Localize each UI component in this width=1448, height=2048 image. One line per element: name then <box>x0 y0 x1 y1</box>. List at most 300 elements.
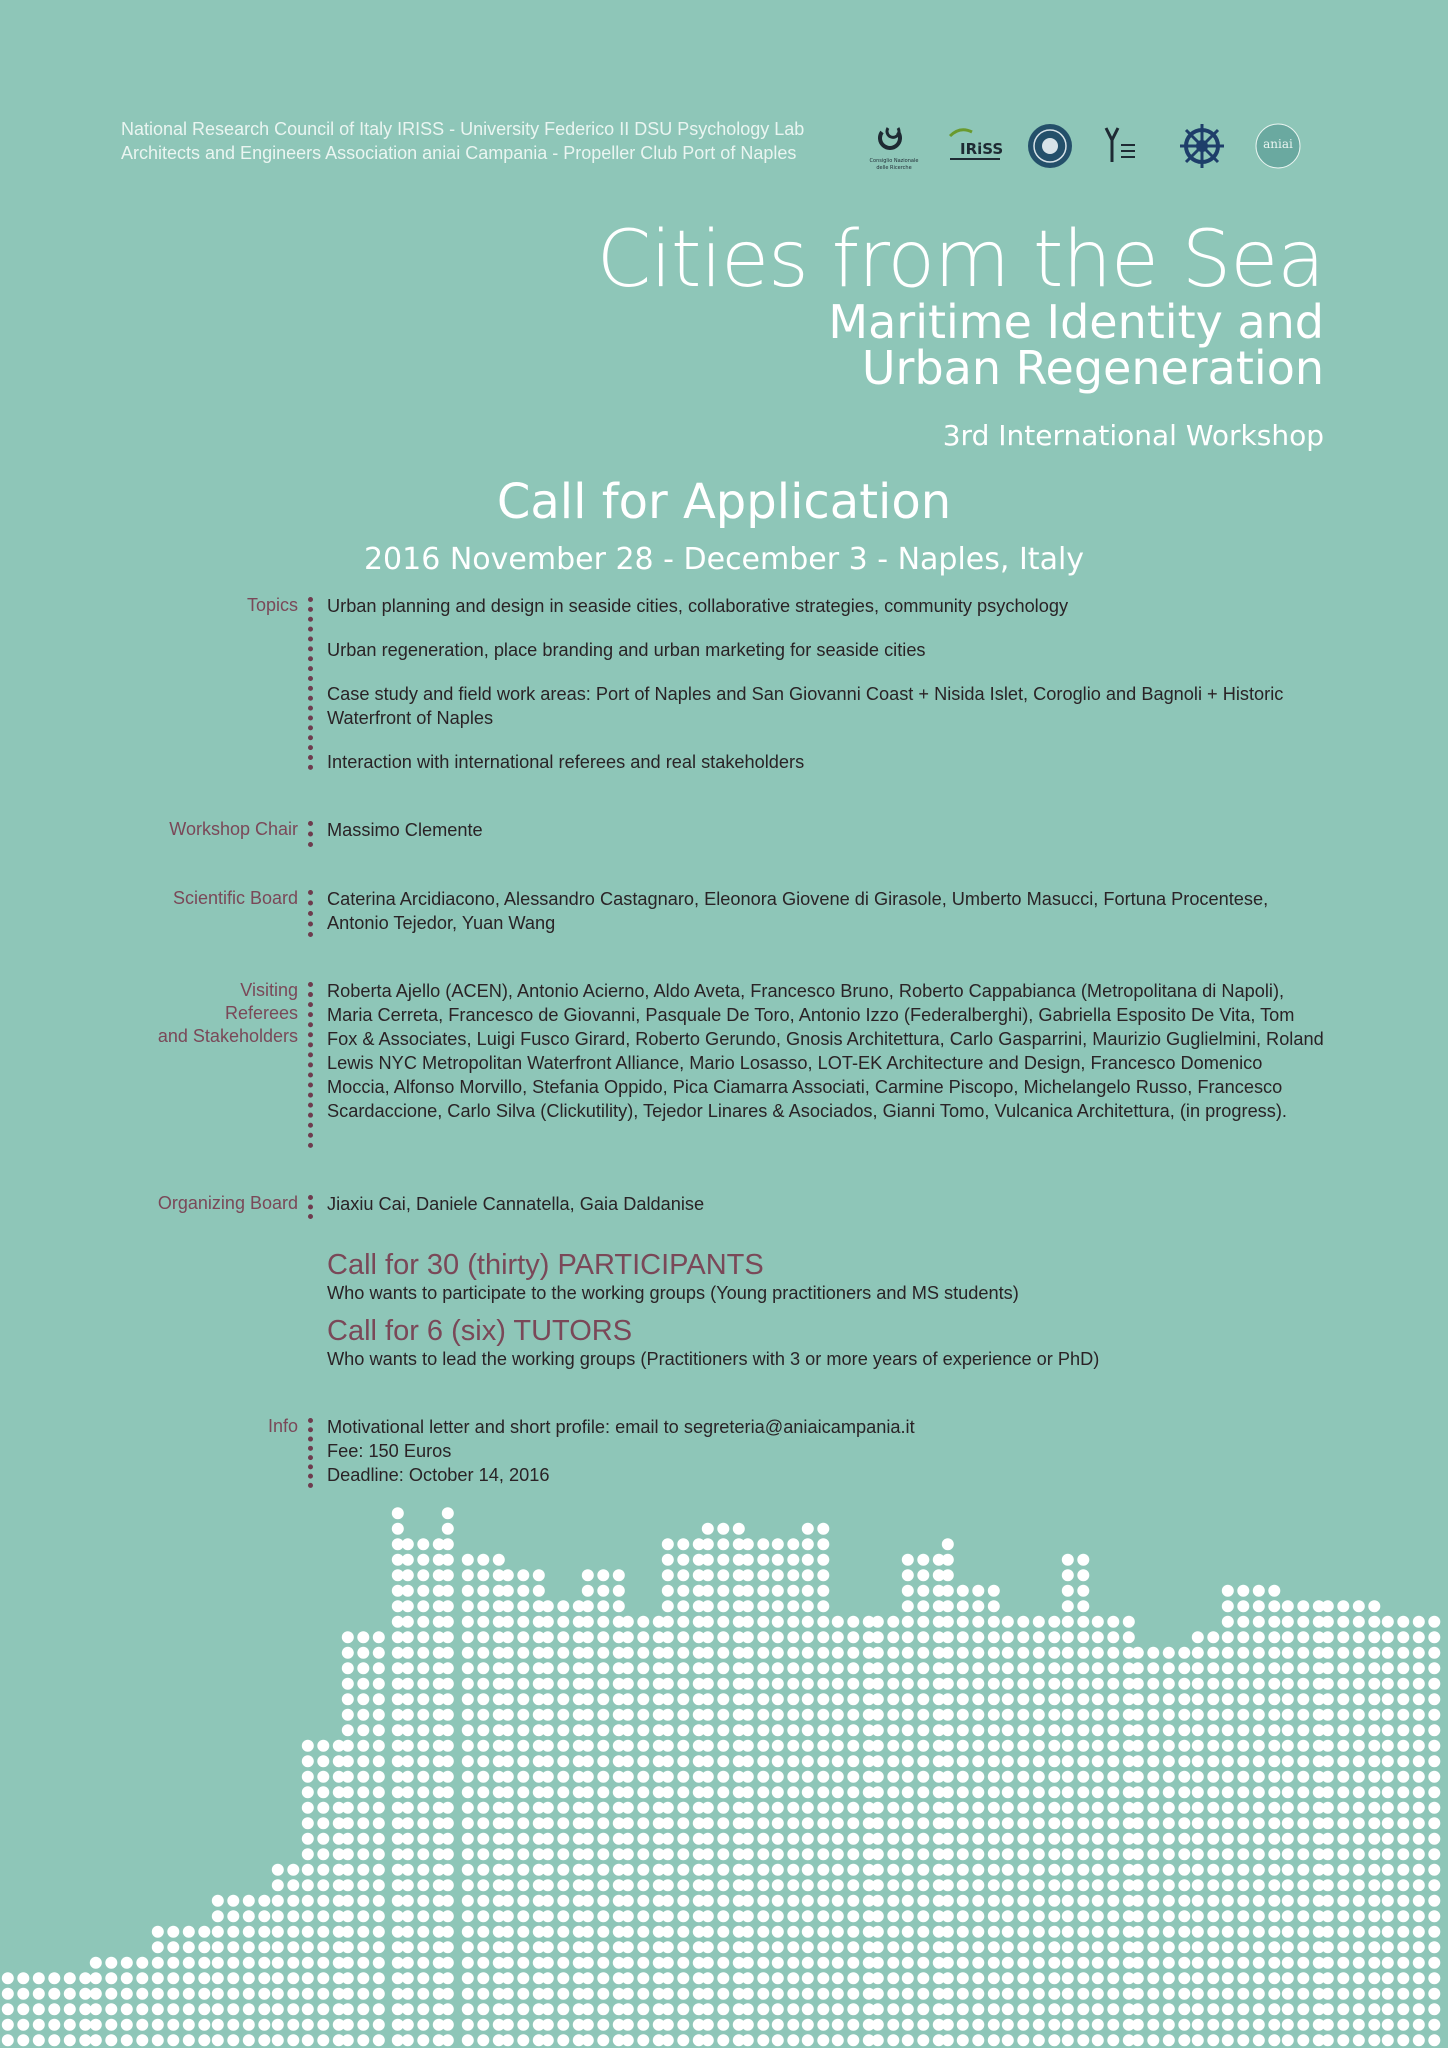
skyline-dot <box>287 1926 299 1938</box>
skyline-dot <box>417 1616 429 1628</box>
skyline-dot <box>1368 1926 1380 1938</box>
skyline-dot <box>597 2034 609 2046</box>
skyline-dot <box>302 2003 314 2015</box>
skyline-dot <box>677 1693 689 1705</box>
skyline-dot <box>1002 1910 1014 1922</box>
skyline-dot <box>317 1755 329 1767</box>
skyline-dot <box>772 1957 784 1969</box>
skyline-dot <box>183 1957 195 1969</box>
skyline-dot <box>442 1662 454 1674</box>
skyline-dot <box>787 1740 799 1752</box>
skyline-dot <box>477 1910 489 1922</box>
skyline-dot <box>1322 1693 1334 1705</box>
skyline-dot <box>1002 1879 1014 1891</box>
skyline-dot <box>302 1786 314 1798</box>
skyline-dot <box>772 1848 784 1860</box>
skyline-dot <box>1282 1693 1294 1705</box>
skyline-dot <box>1397 1631 1409 1643</box>
skyline-dot <box>817 1631 829 1643</box>
skyline-dot <box>988 2003 1000 2015</box>
skyline-dot <box>90 1957 102 1969</box>
skyline-dot <box>477 1724 489 1736</box>
skyline-dot <box>597 2019 609 2031</box>
skyline-dot <box>902 2019 914 2031</box>
skyline-dot <box>1222 1833 1234 1845</box>
skyline-dot <box>802 1879 814 1891</box>
skyline-dot <box>717 1662 729 1674</box>
skyline-dot <box>787 1848 799 1860</box>
skyline-dot <box>442 1879 454 1891</box>
skyline-dot <box>212 1895 224 1907</box>
skyline-dot <box>1397 1740 1409 1752</box>
skyline-dot <box>462 1709 474 1721</box>
skyline-dot <box>757 1833 769 1845</box>
skyline-dot <box>1353 1786 1365 1798</box>
skyline-dot <box>317 2019 329 2031</box>
skyline-dot <box>757 2034 769 2046</box>
skyline-dot <box>1368 1972 1380 1984</box>
skyline-dot <box>917 1972 929 1984</box>
skyline-dot <box>677 1569 689 1581</box>
skyline-dot <box>757 1910 769 1922</box>
skyline-dot <box>152 2034 164 2046</box>
skyline-dot <box>477 1879 489 1891</box>
skyline-dot <box>317 2003 329 2015</box>
skyline-dot <box>1132 1802 1144 1814</box>
skyline-dot <box>167 2019 179 2031</box>
skyline-dot <box>1192 1678 1204 1690</box>
skyline-dot <box>742 1724 754 1736</box>
skyline-dot <box>272 2003 284 2015</box>
skyline-dot <box>772 1941 784 1953</box>
skyline-dot <box>872 1817 884 1829</box>
skyline-dot <box>1048 1926 1060 1938</box>
skyline-dot <box>1237 1616 1249 1628</box>
skyline-dot <box>502 1879 514 1891</box>
skyline-dot <box>462 1631 474 1643</box>
skyline-dot <box>717 1755 729 1767</box>
skyline-dot <box>542 1786 554 1798</box>
skyline-dot <box>887 1910 899 1922</box>
skyline-dot <box>1337 1647 1349 1659</box>
skyline-dot <box>417 1569 429 1581</box>
skyline-dot <box>757 1662 769 1674</box>
skyline-dot <box>1368 1895 1380 1907</box>
skyline-dot <box>1368 1833 1380 1845</box>
skyline-dot <box>1178 1926 1190 1938</box>
skyline-dot <box>1322 1678 1334 1690</box>
skyline-dot <box>477 1833 489 1845</box>
skyline-dot <box>1178 1786 1190 1798</box>
skyline-dot <box>742 1678 754 1690</box>
skyline-dot <box>742 1988 754 2000</box>
skyline-dot <box>542 1833 554 1845</box>
skyline-dot <box>357 1755 369 1767</box>
skyline-dot <box>105 1957 117 1969</box>
skyline-dot <box>1192 1972 1204 1984</box>
skyline-dot <box>1337 1879 1349 1891</box>
skyline-dot <box>1222 1585 1234 1597</box>
skyline-dot <box>477 1600 489 1612</box>
skyline-dot <box>402 1957 414 1969</box>
skyline-dot <box>243 1972 255 1984</box>
skyline-dot <box>917 1740 929 1752</box>
skyline-dot <box>972 1709 984 1721</box>
skyline-dot <box>1237 1755 1249 1767</box>
skyline-dot <box>872 1848 884 1860</box>
skyline-dot <box>1048 1910 1060 1922</box>
skyline-dot <box>1397 1833 1409 1845</box>
skyline-dot <box>1237 1879 1249 1891</box>
skyline-dot <box>517 1895 529 1907</box>
skyline-dot <box>1048 1724 1060 1736</box>
skyline-dot <box>1413 1848 1425 1860</box>
skyline-dot <box>917 1879 929 1891</box>
skyline-dot <box>1077 1848 1089 1860</box>
skyline-dot <box>802 1647 814 1659</box>
skyline-dot <box>902 1647 914 1659</box>
skyline-dot <box>702 1802 714 1814</box>
skyline-dot <box>742 1771 754 1783</box>
skyline-dot <box>817 1693 829 1705</box>
skyline-dot <box>1147 1755 1159 1767</box>
skyline-dot <box>542 1600 554 1612</box>
skyline-dot <box>1282 1972 1294 1984</box>
scientific-board-members: Caterina Arcidiacono, Alessandro Castagnaro, Eleonora Giovene di Girasole, Umberto Masucci, Fortuna Procentese, Antonio Tejedor, Yuan Wang <box>327 889 1269 933</box>
skyline-dot <box>1353 1988 1365 2000</box>
skyline-dot <box>1048 1709 1060 1721</box>
skyline-dot <box>1297 1957 1309 1969</box>
skyline-dot <box>1297 1678 1309 1690</box>
skyline-dot <box>342 1755 354 1767</box>
skyline-dot <box>1192 1724 1204 1736</box>
skyline-dot <box>1268 2034 1280 2046</box>
skyline-dot <box>802 1709 814 1721</box>
skyline-dot <box>502 1941 514 1953</box>
skyline-dot <box>79 2003 91 2015</box>
skyline-dot <box>1337 1740 1349 1752</box>
skyline-dot <box>1222 1988 1234 2000</box>
skyline-dot <box>677 2034 689 2046</box>
skyline-dot <box>1222 1724 1234 1736</box>
call-participants-heading: Call for 30 (thirty) PARTICIPANTS <box>327 1249 764 1281</box>
skyline-dot <box>942 1771 954 1783</box>
skyline-dot <box>417 1879 429 1891</box>
skyline-dot <box>957 1755 969 1767</box>
skyline-dot <box>1297 1786 1309 1798</box>
skyline-dot <box>757 1554 769 1566</box>
skyline-dot <box>662 1864 674 1876</box>
skyline-dot <box>662 1740 674 1752</box>
skyline-dot <box>1282 1864 1294 1876</box>
skyline-dot <box>1178 1972 1190 1984</box>
skyline-dot <box>733 1523 745 1535</box>
skyline-dot <box>742 2003 754 2015</box>
skyline-dot <box>1322 1771 1334 1783</box>
skyline-dot <box>1268 1895 1280 1907</box>
skyline-dot <box>1253 1786 1265 1798</box>
skyline-dot <box>1322 1802 1334 1814</box>
skyline-dot <box>517 2034 529 2046</box>
skyline-dot <box>637 1817 649 1829</box>
skyline-dot <box>622 1957 634 1969</box>
skyline-dot <box>1192 1957 1204 1969</box>
skyline-dot <box>637 1895 649 1907</box>
skyline-dot <box>802 1771 814 1783</box>
skyline-dot <box>1322 1740 1334 1752</box>
skyline-dot <box>902 1972 914 1984</box>
skyline-dot <box>1297 1647 1309 1659</box>
skyline-dot <box>342 2034 354 2046</box>
skyline-dot <box>1132 1848 1144 1860</box>
skyline-dot <box>1092 1647 1104 1659</box>
skyline-dot <box>1048 1740 1060 1752</box>
skyline-dot <box>742 1941 754 1953</box>
skyline-dot <box>1382 1616 1394 1628</box>
skyline-dot <box>1253 2003 1265 2015</box>
skyline-dot <box>533 1585 545 1597</box>
skyline-dot <box>1207 1833 1219 1845</box>
skyline-dot <box>417 1724 429 1736</box>
skyline-dot <box>622 1910 634 1922</box>
skyline-dot <box>717 1631 729 1643</box>
skyline-dot <box>972 1662 984 1674</box>
skyline-dot <box>502 1957 514 1969</box>
skyline-dot <box>1017 1786 1029 1798</box>
skyline-dot <box>1207 1755 1219 1767</box>
skyline-dot <box>1033 1848 1045 1860</box>
skyline-dot <box>48 1988 60 2000</box>
skyline-dot <box>357 1926 369 1938</box>
skyline-dot <box>902 1631 914 1643</box>
skyline-dot <box>342 1972 354 1984</box>
skyline-dot <box>817 1941 829 1953</box>
skyline-dot <box>342 2003 354 2015</box>
skyline-dot <box>1337 1895 1349 1907</box>
skyline-dot <box>1017 1817 1029 1829</box>
skyline-dot <box>1382 1972 1394 1984</box>
skyline-dot <box>772 1771 784 1783</box>
skyline-dot <box>887 1864 899 1876</box>
skyline-dot <box>1048 1786 1060 1798</box>
skyline-dot <box>1322 1864 1334 1876</box>
skyline-dot <box>1222 1864 1234 1876</box>
skyline-dot <box>988 1972 1000 1984</box>
skyline-dot <box>462 1926 474 1938</box>
skyline-dot <box>847 2019 859 2031</box>
skyline-dot <box>1017 1616 1029 1628</box>
skyline-dot <box>1002 1957 1014 1969</box>
skyline-dot <box>342 1786 354 1798</box>
skyline-dot <box>622 1802 634 1814</box>
skyline-dot <box>373 1988 385 2000</box>
skyline-dot <box>1077 1724 1089 1736</box>
skyline-dot <box>847 1910 859 1922</box>
skyline-dot <box>1132 1972 1144 1984</box>
skyline-dot <box>152 2019 164 2031</box>
skyline-dot <box>1268 1678 1280 1690</box>
skyline-dot <box>1337 1802 1349 1814</box>
skyline-dot <box>1002 1678 1014 1690</box>
skyline-dot <box>357 1895 369 1907</box>
skyline-dot <box>902 1848 914 1860</box>
skyline-dot <box>1268 1910 1280 1922</box>
skyline-dot <box>1322 1879 1334 1891</box>
skyline-dot <box>502 1771 514 1783</box>
skyline-dot <box>1237 1631 1249 1643</box>
skyline-dot <box>243 2034 255 2046</box>
skyline-dot <box>988 1879 1000 1891</box>
skyline-dot <box>772 1569 784 1581</box>
skyline-dot <box>357 1848 369 1860</box>
skyline-dot <box>1413 1616 1425 1628</box>
skyline-dot <box>787 1554 799 1566</box>
skyline-dot <box>988 1616 1000 1628</box>
skyline-dot <box>1017 2003 1029 2015</box>
skyline-dot <box>1353 1941 1365 1953</box>
skyline-dot <box>817 1926 829 1938</box>
skyline-dot <box>462 1693 474 1705</box>
skyline-dot <box>637 1910 649 1922</box>
skyline-dot <box>772 1786 784 1798</box>
svg-text:Consiglio Nazionale: Consiglio Nazionale <box>869 158 919 164</box>
cnr-logo <box>870 128 919 171</box>
skyline-dot <box>342 2019 354 2031</box>
skyline-dot <box>942 1693 954 1705</box>
skyline-dot <box>442 1600 454 1612</box>
skyline-dot <box>373 1693 385 1705</box>
skyline-dot <box>1132 1833 1144 1845</box>
skyline-dot <box>742 1709 754 1721</box>
skyline-dot <box>1077 1802 1089 1814</box>
skyline-dot <box>1002 1972 1014 1984</box>
skyline-dot <box>1413 2003 1425 2015</box>
skyline-dot <box>582 1755 594 1767</box>
skyline-dot <box>582 1693 594 1705</box>
skyline-dot <box>1413 1833 1425 1845</box>
skyline-dot <box>417 1786 429 1798</box>
skyline-dot <box>717 1771 729 1783</box>
skyline-dot <box>105 2019 117 2031</box>
skyline-dot <box>1048 2019 1060 2031</box>
skyline-dot <box>1107 1864 1119 1876</box>
skyline-dot <box>637 1616 649 1628</box>
skyline-dot <box>477 1941 489 1953</box>
skyline-dot <box>1297 1910 1309 1922</box>
skyline-dot <box>1413 1631 1425 1643</box>
skyline-dot <box>517 1926 529 1938</box>
skyline-dot <box>1282 1709 1294 1721</box>
skyline-dot <box>152 2003 164 2015</box>
skyline-dot <box>1353 1972 1365 1984</box>
skyline-dot <box>373 1786 385 1798</box>
skyline-dot <box>832 1616 844 1628</box>
skyline-dot <box>502 2034 514 2046</box>
skyline-dot <box>847 1988 859 2000</box>
skyline-dot <box>802 1755 814 1767</box>
skyline-dot <box>373 1910 385 1922</box>
skyline-dot <box>622 1709 634 1721</box>
skyline-dot <box>1192 1771 1204 1783</box>
skyline-dot <box>1222 1678 1234 1690</box>
skyline-dot <box>582 1662 594 1674</box>
skyline-dot <box>1092 1616 1104 1628</box>
skyline-dot <box>902 1786 914 1798</box>
skyline-dot <box>1297 1600 1309 1612</box>
skyline-dot <box>917 1895 929 1907</box>
skyline-dot <box>1132 1957 1144 1969</box>
skyline-dot <box>1322 1786 1334 1798</box>
skyline-dot <box>357 1693 369 1705</box>
skyline-dot <box>357 1833 369 1845</box>
skyline-dot <box>1397 1895 1409 1907</box>
skyline-dot <box>1062 1864 1074 1876</box>
skyline-dot <box>787 2019 799 2031</box>
skyline-dot <box>1353 1879 1365 1891</box>
skyline-dot <box>887 2019 899 2031</box>
skyline-dot <box>917 1709 929 1721</box>
skyline-dot <box>1322 1957 1334 1969</box>
skyline-dot <box>677 1678 689 1690</box>
skyline-dot <box>972 1848 984 1860</box>
skyline-dot <box>442 1833 454 1845</box>
skyline-dot <box>1268 1740 1280 1752</box>
skyline-dot <box>462 1771 474 1783</box>
skyline-dot <box>637 2019 649 2031</box>
skyline-dot <box>757 1678 769 1690</box>
skyline-dot <box>942 1724 954 1736</box>
skyline-dot <box>357 1817 369 1829</box>
skyline-dot <box>1207 1972 1219 1984</box>
skyline-dot <box>1062 1554 1074 1566</box>
skyline-dot <box>1132 2034 1144 2046</box>
skyline-dot <box>717 1600 729 1612</box>
skyline-dot <box>802 1693 814 1705</box>
skyline-dot <box>542 1724 554 1736</box>
skyline-dot <box>582 1833 594 1845</box>
skyline-dot <box>1178 1864 1190 1876</box>
skyline-dot <box>1297 1631 1309 1643</box>
skyline-dot <box>373 1802 385 1814</box>
skyline-dot <box>1337 1724 1349 1736</box>
skyline-dot <box>373 1895 385 1907</box>
skyline-dot <box>1163 1662 1175 1674</box>
skyline-dot <box>717 1523 729 1535</box>
skyline-dot <box>1132 1740 1144 1752</box>
skyline-dot <box>1092 2034 1104 2046</box>
skyline-dot <box>622 1740 634 1752</box>
skyline-dot <box>757 1693 769 1705</box>
skyline-dot <box>1033 1802 1045 1814</box>
skyline-dot <box>1237 1864 1249 1876</box>
skyline-dot <box>542 1895 554 1907</box>
skyline-dot <box>357 1988 369 2000</box>
skyline-dot <box>1163 1693 1175 1705</box>
skyline-dot <box>772 1631 784 1643</box>
skyline-dot <box>1017 1802 1029 1814</box>
skyline-dot <box>1017 1988 1029 2000</box>
skyline-dot <box>462 1569 474 1581</box>
skyline-dot <box>1077 1709 1089 1721</box>
skyline-dot <box>1253 1910 1265 1922</box>
skyline-dot <box>1253 2034 1265 2046</box>
skyline-dot <box>1253 1709 1265 1721</box>
skyline-dot <box>1077 1631 1089 1643</box>
skyline-dot <box>462 1817 474 1829</box>
skyline-dot <box>1237 1988 1249 2000</box>
skyline-dot <box>972 1724 984 1736</box>
skyline-dot <box>272 1941 284 1953</box>
